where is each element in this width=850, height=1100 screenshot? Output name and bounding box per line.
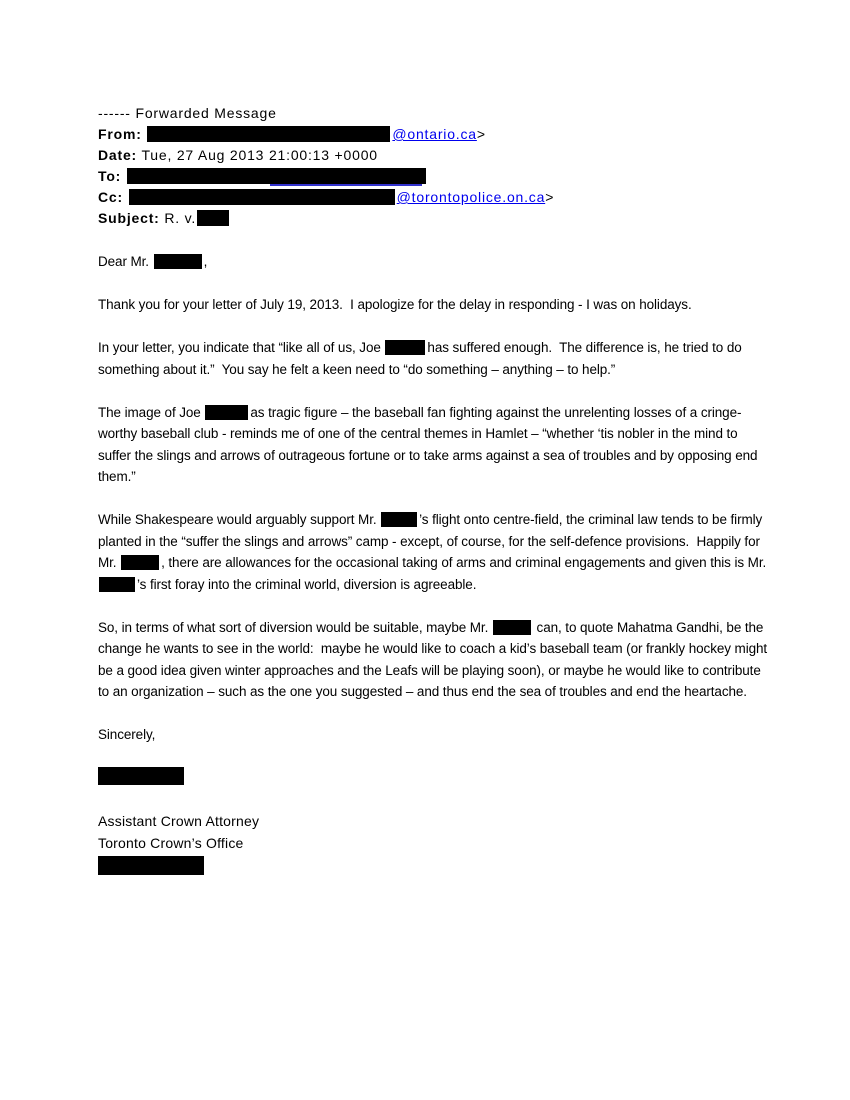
date-line [98, 145, 770, 166]
to-label: To: [98, 168, 122, 184]
date-label: Date: [98, 147, 138, 163]
from-label: From: [98, 126, 142, 142]
text-segment: as tragic figure – the baseball fan fighting against the unrelenting losses of a cringe-worthy baseball club - reminds me of one of the central themes in Hamlet – “whether ‘tis nobler in the mind to suffer the slings and arrows of outrageous fortune or to take arms against a sea of troubles and by opposing end them.” [98, 404, 762, 484]
cc-label: Cc: [98, 189, 123, 205]
paragraph-shakespeare [98, 509, 770, 595]
angle-bracket: > [545, 189, 555, 205]
text-segment: has suffered enough. The difference is, he tried to do something about it.” You say he felt a keen need to “do something – anything – to help.” [98, 340, 746, 377]
redaction-bar [129, 189, 395, 205]
cc-email-link[interactable]: @torontopolice.on.ca [396, 189, 546, 205]
paragraph-your-letter [98, 337, 770, 380]
redaction-bar [98, 767, 184, 785]
redaction-bar [197, 210, 229, 226]
text-segment: Dear Mr. [98, 254, 153, 269]
text-segment: , [203, 254, 208, 269]
forwarded-message-label: ------ Forwarded Message [98, 105, 277, 121]
text-segment: , there are allowances for the occasional taking of arms and criminal engagements and given this is Mr. [161, 555, 770, 570]
signature-office: Toronto Crown’s Office [98, 834, 244, 851]
redaction-bar [154, 254, 202, 269]
text-segment: ’s first foray into the criminal world, diversion is agreeable. [137, 576, 477, 592]
email-header [98, 103, 770, 229]
signature-block [98, 811, 770, 875]
text-segment: can, to quote Mahatma Gandhi, be the change he wants to see in the world: maybe he would like to coach a kid’s baseball team (or frankly hockey might be a good idea given winter approaches and the Leafs will be playing soon), or maybe he would like to contribute to an organization – such as the one you suggested – and thus end the sea of troubles and end the heartache. [98, 619, 771, 699]
subject-label: Subject: [98, 210, 160, 226]
redaction-bar [127, 168, 426, 184]
signature-title: Assistant Crown Attorney [98, 813, 260, 829]
to-line [98, 166, 770, 187]
paragraph-diversion [98, 617, 770, 703]
text-segment: So, in terms of what sort of diversion would be suitable, maybe Mr. [98, 619, 492, 635]
redaction-bar [385, 340, 425, 355]
text-segment: ’s flight onto centre-field, the criminal law tends to be firmly planted in the “suffer the slings and arrows” camp - except, of course, for the self-defence provisions. Happily for Mr. [98, 512, 766, 570]
redaction-bar [147, 126, 390, 142]
angle-bracket: > [476, 126, 486, 142]
redaction-bar [121, 555, 159, 570]
closing: Sincerely, [98, 727, 156, 742]
text-segment: In your letter, you indicate that “like all of us, Joe [98, 340, 385, 355]
salutation [98, 251, 770, 273]
redaction-bar [381, 512, 417, 527]
text-segment: The image of Joe [98, 404, 205, 420]
redaction-bar [493, 620, 531, 635]
text-segment: While Shakespeare would arguably support Mr. [98, 512, 381, 527]
date-value: Tue, 27 Aug 2013 21:00:13 +0000 [141, 147, 378, 163]
paragraph-thanks: Thank you for your letter of July 19, 2013. I apologize for the delay in responding - I was on holidays. [98, 297, 692, 312]
redaction-bar [205, 405, 248, 420]
subject-value: R. v. [164, 210, 197, 226]
paragraph-tragic-figure [98, 402, 770, 488]
from-email-link[interactable]: @ontario.ca [392, 126, 477, 142]
letter-body [98, 251, 770, 875]
from-line [98, 124, 770, 145]
forwarded-message-line [98, 103, 770, 124]
redaction-bar [98, 856, 204, 875]
subject-line [98, 208, 770, 229]
redaction-bar [99, 577, 135, 592]
cc-line [98, 187, 770, 208]
partially-redacted-link-underline [270, 184, 421, 186]
letter-content [98, 0, 770, 875]
